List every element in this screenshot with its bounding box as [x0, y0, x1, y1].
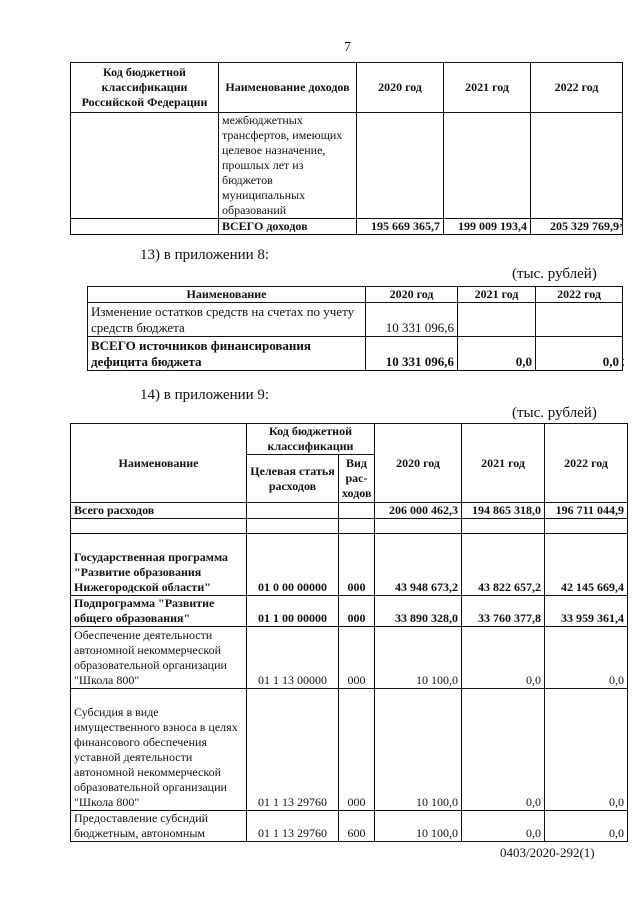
col-header-2021: 2021 год	[462, 424, 545, 503]
footer-document-code: 0403/2020-292(1)	[500, 845, 595, 860]
page-number: 7	[344, 40, 351, 55]
col-header-2022: 2022 год	[536, 287, 623, 303]
col-header-2020: 2020 год	[357, 63, 444, 113]
table-row: Подпрограмма "Развитие общего образования" 01 1 00 00000 000 33 890 328,0 33 760 377,8 33 959 361,4	[71, 596, 628, 627]
table-row: межбюджетных трансфертов, имеющих целевое назначение, прошлых лет из бюджетов муниципальных образований	[71, 113, 623, 219]
table-row: Предоставление субсидий бюджетным, автономным 01 1 13 29760 600 10 100,0 0,0 0,0	[71, 811, 628, 842]
section-14-heading: 14) в приложении 9:	[140, 387, 270, 403]
col-header-2020: 2020 год	[375, 424, 462, 503]
col-header-name: Наименование	[71, 424, 247, 503]
sources-table	[87, 286, 623, 371]
col-header-name: Наименование	[88, 287, 366, 303]
col-header-code-group: Код бюджетной классификации	[247, 424, 375, 455]
col-header-2021: 2021 год	[458, 287, 536, 303]
col-header-2022: 2022 год	[531, 63, 623, 113]
section-14-units: (тыс. рублей)	[512, 405, 597, 421]
table-row: ВСЕГО доходов 195 669 365,7 199 009 193,4 205 329 769,9	[71, 219, 623, 235]
col-header-target: Целевая статья расходов	[247, 455, 339, 503]
table-row: Субсидия в виде имущественного взноса в целях финансового обеспечения уставной деятельности автономной некоммерческой образовательной организации "Школа 800" 01 1 13 29760 000 10 100,0 0,0 0,0	[71, 689, 628, 811]
expenses-table	[70, 423, 628, 842]
table2-tail: ;	[621, 354, 625, 369]
table1-tail: ;	[619, 214, 623, 229]
table-row: Всего расходов 206 000 462,3 194 865 318,0 196 711 044,9	[71, 503, 628, 519]
income-table	[70, 62, 623, 235]
table-row: Государственная программа "Развитие образования Нижегородской области" 01 0 00 00000 000 43 948 673,2 43 822 657,2 42 145 669,4	[71, 534, 628, 596]
table-row: Изменение остатков средств на счетах по учету средств бюджета 10 331 096,6	[88, 303, 623, 337]
col-header-code: Код бюджетной классификации Российской Федерации	[71, 63, 219, 113]
section-13-heading: 13) в приложении 8:	[140, 247, 270, 263]
col-header-2022: 2022 год	[545, 424, 628, 503]
table-row: Обеспечение деятельности автономной некоммерческой образовательной организации "Школа 800" 01 1 13 00000 000 10 100,0 0,0 0,0	[71, 627, 628, 689]
col-header-2021: 2021 год	[444, 63, 531, 113]
section-13-units: (тыс. рублей)	[512, 266, 597, 282]
col-header-name: Наименование доходов	[219, 63, 357, 113]
col-header-kind: Вид рас-ходов	[339, 455, 375, 503]
col-header-2020: 2020 год	[366, 287, 458, 303]
table-row: ВСЕГО источников финансирования дефицита бюджета 10 331 096,6 0,0 0,0	[88, 337, 623, 371]
